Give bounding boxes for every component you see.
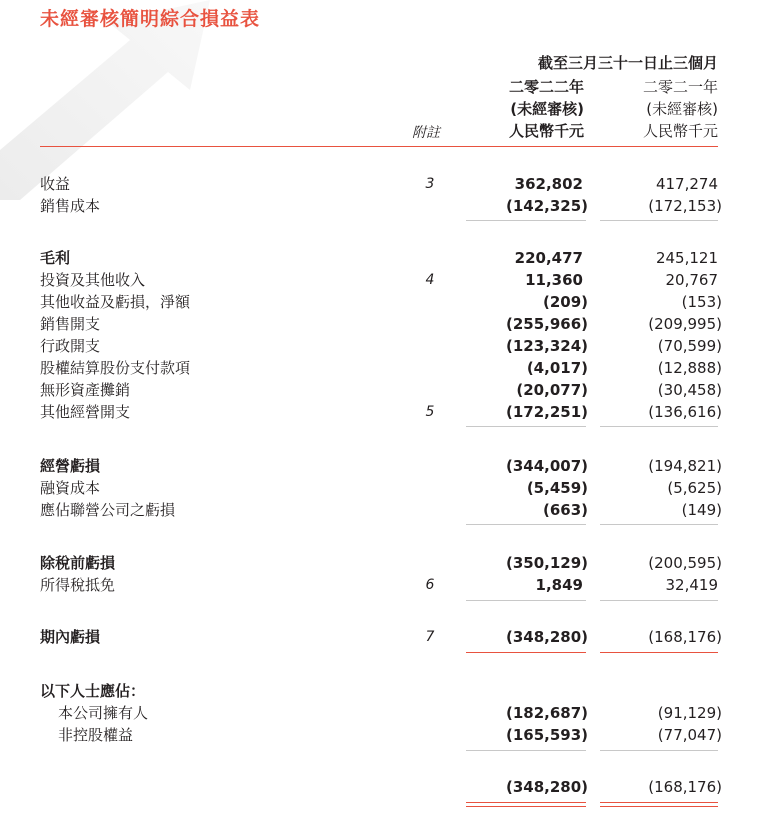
table-row bbox=[0, 477, 758, 499]
value-2022: (255,966) bbox=[505, 315, 588, 333]
total-rule bbox=[600, 802, 718, 803]
col2-year: 二零二一年 bbox=[642, 78, 718, 96]
subtotal-rule bbox=[466, 750, 586, 751]
row-label: 毛利 bbox=[40, 249, 71, 267]
subtotal-rule bbox=[466, 600, 586, 601]
table-row bbox=[0, 680, 758, 702]
table-row bbox=[0, 357, 758, 379]
value-2021: (136,616) bbox=[648, 403, 722, 421]
row-label: 銷售開支 bbox=[40, 315, 101, 333]
double-rule bbox=[600, 806, 718, 807]
table-row bbox=[0, 379, 758, 401]
row-note: 5 bbox=[425, 404, 435, 420]
value-2021: (194,821) bbox=[648, 457, 722, 475]
value-2021: (172,153) bbox=[648, 197, 722, 215]
col1-year: 二零二二年 bbox=[508, 78, 584, 96]
table-row bbox=[0, 173, 758, 195]
value-2022: (165,593) bbox=[505, 726, 588, 744]
value-2022: (5,459) bbox=[526, 479, 588, 497]
value-2021: (30,458) bbox=[657, 381, 722, 399]
value-2021: (153) bbox=[681, 293, 722, 311]
row-label: 其他收益及虧損，淨額 bbox=[40, 293, 191, 311]
value-2022: 11,360 bbox=[525, 271, 583, 289]
row-label: 股權結算股份支付款項 bbox=[40, 359, 191, 377]
table-row bbox=[0, 499, 758, 521]
value-2021: (209,995) bbox=[648, 315, 722, 333]
value-2021: 20,767 bbox=[665, 271, 718, 289]
subtotal-rule bbox=[600, 750, 718, 751]
row-note: 3 bbox=[425, 176, 435, 192]
row-label: 融資成本 bbox=[40, 479, 101, 497]
value-2022: (663) bbox=[542, 501, 588, 519]
value-2021: (70,599) bbox=[657, 337, 722, 355]
table-row bbox=[0, 269, 758, 291]
col1-unit: 人民幣千元 bbox=[508, 122, 584, 140]
value-2021: 417,274 bbox=[655, 175, 718, 193]
row-label: 以下人士應佔： bbox=[40, 682, 146, 700]
row-note: 6 bbox=[425, 577, 435, 593]
total-rule bbox=[600, 652, 718, 653]
table-row bbox=[0, 552, 758, 574]
page-title: 未經審核簡明綜合損益表 bbox=[40, 8, 261, 30]
table-row bbox=[0, 626, 758, 648]
value-2021: 32,419 bbox=[665, 576, 718, 594]
double-rule bbox=[466, 806, 586, 807]
table-row bbox=[0, 574, 758, 596]
row-label: 無形資產攤銷 bbox=[40, 381, 131, 399]
row-label: 行政開支 bbox=[40, 337, 101, 355]
table-row bbox=[0, 724, 758, 746]
row-label: 其他經營開支 bbox=[40, 403, 131, 421]
value-2022: 1,849 bbox=[535, 576, 583, 594]
col2-unit: 人民幣千元 bbox=[642, 122, 718, 140]
value-2022: 220,477 bbox=[514, 249, 583, 267]
value-2022: (20,077) bbox=[516, 381, 588, 399]
value-2022: (172,251) bbox=[505, 403, 588, 421]
subtotal-rule bbox=[600, 524, 718, 525]
table-row bbox=[0, 247, 758, 269]
value-2022: (123,324) bbox=[505, 337, 588, 355]
row-label: 所得稅抵免 bbox=[40, 576, 116, 594]
row-label: 收益 bbox=[40, 175, 71, 193]
value-2021: (168,176) bbox=[648, 628, 722, 646]
value-2021: (200,595) bbox=[648, 554, 722, 572]
table-row bbox=[0, 455, 758, 477]
value-2022: (209) bbox=[542, 293, 588, 311]
row-note: 7 bbox=[425, 629, 435, 645]
table-row bbox=[0, 335, 758, 357]
value-2021: (91,129) bbox=[657, 704, 722, 722]
value-2022: (142,325) bbox=[505, 197, 588, 215]
subtotal-rule bbox=[466, 524, 586, 525]
value-2022: 362,802 bbox=[514, 175, 583, 193]
table-row bbox=[0, 195, 758, 217]
subtotal-rule bbox=[600, 600, 718, 601]
value-2021: 245,121 bbox=[655, 249, 718, 267]
value-2021: (12,888) bbox=[657, 359, 722, 377]
row-label: 除稅前虧損 bbox=[40, 554, 116, 572]
value-2021: (5,625) bbox=[667, 479, 722, 497]
row-note: 4 bbox=[425, 272, 435, 288]
value-2022: (182,687) bbox=[505, 704, 588, 722]
row-label: 非控股權益 bbox=[58, 726, 134, 744]
value-2022: (348,280) bbox=[505, 628, 588, 646]
table-row bbox=[0, 702, 758, 724]
period-header: 截至三月三十一日止三個月 bbox=[537, 54, 718, 72]
table-row bbox=[0, 776, 758, 798]
value-2022: (348,280) bbox=[505, 778, 588, 796]
row-label: 期內虧損 bbox=[40, 628, 101, 646]
row-label: 銷售成本 bbox=[40, 197, 101, 215]
row-label: 應佔聯營公司之虧損 bbox=[40, 501, 176, 519]
value-2021: (77,047) bbox=[657, 726, 722, 744]
value-2021: (168,176) bbox=[648, 778, 722, 796]
table-row bbox=[0, 401, 758, 423]
col1-audit: (未經審核) bbox=[510, 100, 584, 118]
subtotal-rule bbox=[466, 426, 586, 427]
table-row bbox=[0, 291, 758, 313]
subtotal-rule bbox=[600, 220, 718, 221]
note-header: 附註 bbox=[412, 125, 440, 141]
subtotal-rule bbox=[600, 426, 718, 427]
col2-audit: (未經審核) bbox=[646, 100, 718, 118]
header-rule bbox=[40, 146, 718, 147]
value-2022: (4,017) bbox=[526, 359, 588, 377]
total-rule bbox=[466, 652, 586, 653]
row-label: 投資及其他收入 bbox=[40, 271, 146, 289]
subtotal-rule bbox=[466, 220, 586, 221]
total-rule bbox=[466, 802, 586, 803]
row-label: 經營虧損 bbox=[40, 457, 101, 475]
row-label: 本公司擁有人 bbox=[58, 704, 149, 722]
value-2022: (344,007) bbox=[505, 457, 588, 475]
value-2021: (149) bbox=[681, 501, 722, 519]
value-2022: (350,129) bbox=[505, 554, 588, 572]
table-row bbox=[0, 313, 758, 335]
